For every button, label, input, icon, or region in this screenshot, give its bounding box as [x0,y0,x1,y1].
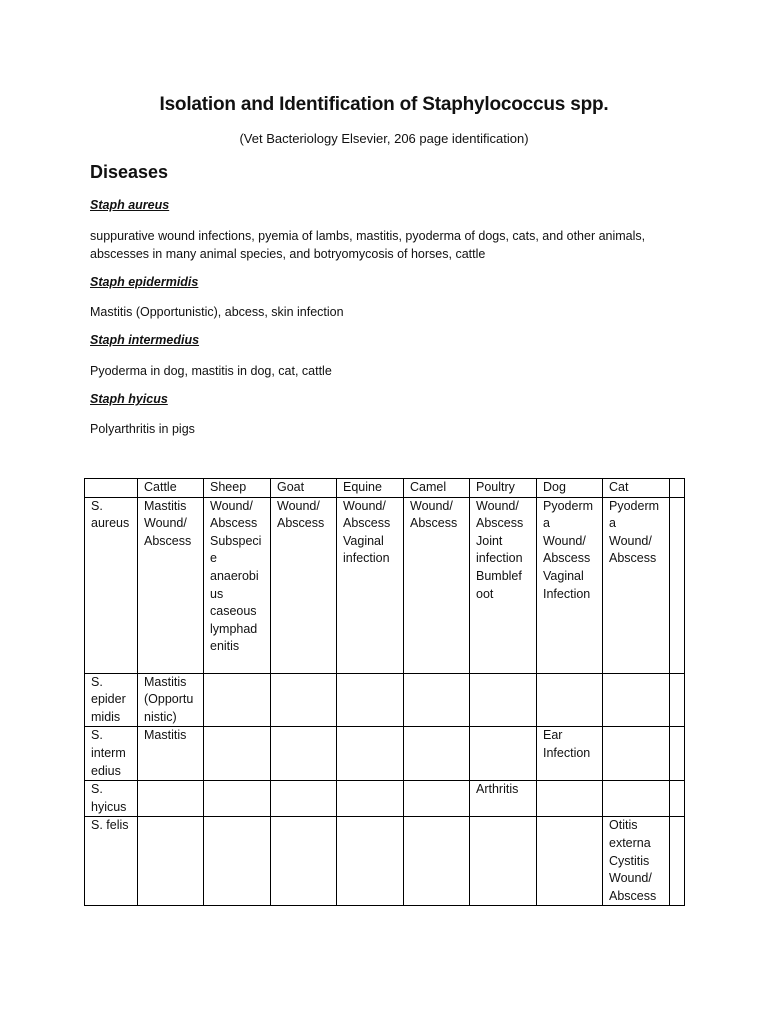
table-cell [404,781,470,817]
row-header-cell [85,727,138,781]
description-line: suppurative wound infections, pyemia of lambs, mastitis, pyoderma of dogs, cats, and other animals, [90,229,646,243]
cell-text-line: e [210,551,217,566]
row-header-cell [85,781,138,817]
table-cell [138,497,204,673]
cell-text-line: (Opportu [144,692,194,707]
cell-text-line: lymphad [210,621,258,636]
row-header-cell [85,673,138,727]
table-cell [138,673,204,727]
column-header: Cattle [138,479,204,498]
table-cell [204,727,271,781]
table-cell [337,497,404,673]
cell-text-line: Subspeci [210,533,262,548]
table-cell [204,497,271,673]
cell-text-line: S. [91,782,103,797]
cell-text-line: epider [91,692,126,707]
table-cell [603,497,670,673]
cell-text-line: Pyoderm [609,498,660,513]
cell-text-line: Infection [543,586,591,601]
table-cell [670,727,685,781]
table-cell [470,781,537,817]
cell-text-line: Abscess [410,516,458,531]
table-cell [337,817,404,906]
cell-text-line: Wound/ [609,871,652,886]
cell-text-line: Cystitis [609,853,650,868]
organism-name-aureus: Staph aureus [90,198,170,212]
table-cell [404,817,470,906]
table-cell [537,673,603,727]
description-line: Mastitis (Opportunistic), abcess, skin infection [90,305,344,319]
table-cell [470,817,537,906]
host-disease-table [84,478,685,906]
table-cell [537,781,603,817]
table-cell [271,673,337,727]
cell-text-line: nistic) [144,709,177,724]
table-cell [204,673,271,727]
table-row [85,497,685,673]
table-cell [670,781,685,817]
cell-text-line: interm [91,745,126,760]
table-cell [138,817,204,906]
table-cell [138,781,204,817]
column-header: Equine [337,479,404,498]
cell-text-line: infection [476,551,523,566]
cell-text-line: caseous [210,604,257,619]
cell-text-line: S. [91,728,103,743]
table-cell [337,673,404,727]
cell-text-line: Vaginal [343,533,384,548]
cell-text-line: Abscess [476,516,524,531]
section-heading: Diseases [90,162,169,182]
cell-text-line: Abscess [277,516,325,531]
cell-text-line: Mastitis [144,498,187,513]
table-cell [204,781,271,817]
table-cell [470,727,537,781]
column-header: Camel [404,479,470,498]
cell-text-line: S. [91,498,103,513]
cell-text-line: Wound/ [609,533,652,548]
table-cell [603,781,670,817]
table-cell [670,673,685,727]
cell-text-line: Vaginal [543,568,584,583]
column-header: Sheep [204,479,271,498]
organism-description-aureus [90,227,690,263]
cell-text-line: enitis [210,639,240,654]
cell-text-line: a [609,516,616,531]
organism-description-intermedius [90,362,690,380]
column-header: Poultry [470,479,537,498]
cell-text-line: Arthritis [476,782,519,797]
cell-text-line: infection [343,551,390,566]
table-cell [537,817,603,906]
cell-text-line: S. felis [91,818,129,833]
cell-text-line: midis [91,709,121,724]
cell-text-line: Wound/ [277,498,320,513]
cell-text-line: Joint [476,533,503,548]
cell-text-line: Mastitis [144,728,187,743]
table-cell [404,727,470,781]
cell-text-line: Wound/ [144,516,187,531]
document-title: Isolation and Identification of Staphylococcus spp. [159,94,609,115]
table-cell [404,673,470,727]
cell-text-line: S. [91,674,103,689]
table-header-row [85,479,685,498]
organism-name-epidermidis: Staph epidermidis [90,275,199,289]
document-subtitle: (Vet Bacteriology Elsevier, 206 page identification) [239,131,529,146]
organism-name-hyicus: Staph hyicus [90,392,168,406]
organism-description-hyicus [90,420,690,438]
column-header: Goat [271,479,337,498]
description-line: abscesses in many animal species, and botryomycosis of horses, cattle [90,247,486,261]
cell-text-line: Abscess [210,516,258,531]
organism-name-intermedius: Staph intermedius [90,333,200,347]
cell-text-line: Wound/ [210,498,253,513]
cell-text-line: Mastitis [144,674,187,689]
table-cell [670,497,685,673]
cell-text-line: externa [609,835,651,850]
table-cell [470,497,537,673]
table-cell [271,781,337,817]
column-header [85,479,138,498]
cell-text-line: Infection [543,745,591,760]
description-line: Polyarthritis in pigs [90,422,195,436]
table-cell [603,727,670,781]
table-row [85,673,685,727]
cell-text-line: aureus [91,516,130,531]
cell-text-line: Ear [543,728,563,743]
table-cell [537,727,603,781]
table-cell [271,817,337,906]
cell-text-line: Wound/ [343,498,386,513]
row-header-cell [85,497,138,673]
table-cell [404,497,470,673]
table-cell [271,497,337,673]
column-header [670,479,685,498]
table-row [85,781,685,817]
table-row [85,817,685,906]
table-cell [603,673,670,727]
row-header-cell [85,817,138,906]
table-row [85,727,685,781]
table-cell [470,673,537,727]
table-cell [670,817,685,906]
cell-text-line: Pyoderm [543,498,594,513]
cell-text-line: Wound/ [476,498,519,513]
cell-text-line: anaerobi [210,568,259,583]
table-cell [337,781,404,817]
description-line: Pyoderma in dog, mastitis in dog, cat, cattle [90,364,332,378]
table-cell [603,817,670,906]
cell-text-line: Abscess [609,551,657,566]
cell-text-line: hyicus [91,799,127,814]
table-cell [204,817,271,906]
cell-text-line: Bumblef [476,568,522,583]
table-cell [138,727,204,781]
cell-text-line: Abscess [609,888,657,903]
organism-description-epidermidis [90,303,690,321]
cell-text-line: Otitis [609,818,638,833]
table-cell [537,497,603,673]
cell-text-line: Wound/ [410,498,453,513]
table-cell [337,727,404,781]
table-cell [271,727,337,781]
cell-text-line: oot [476,586,494,601]
cell-text-line: Abscess [144,533,192,548]
cell-text-line: Abscess [343,516,391,531]
column-header: Dog [537,479,603,498]
cell-text-line: Wound/ [543,533,586,548]
cell-text-line: edius [91,763,121,778]
column-header: Cat [603,479,670,498]
cell-text-line: a [543,516,550,531]
cell-text-line: us [210,586,224,601]
cell-text-line: Abscess [543,551,591,566]
